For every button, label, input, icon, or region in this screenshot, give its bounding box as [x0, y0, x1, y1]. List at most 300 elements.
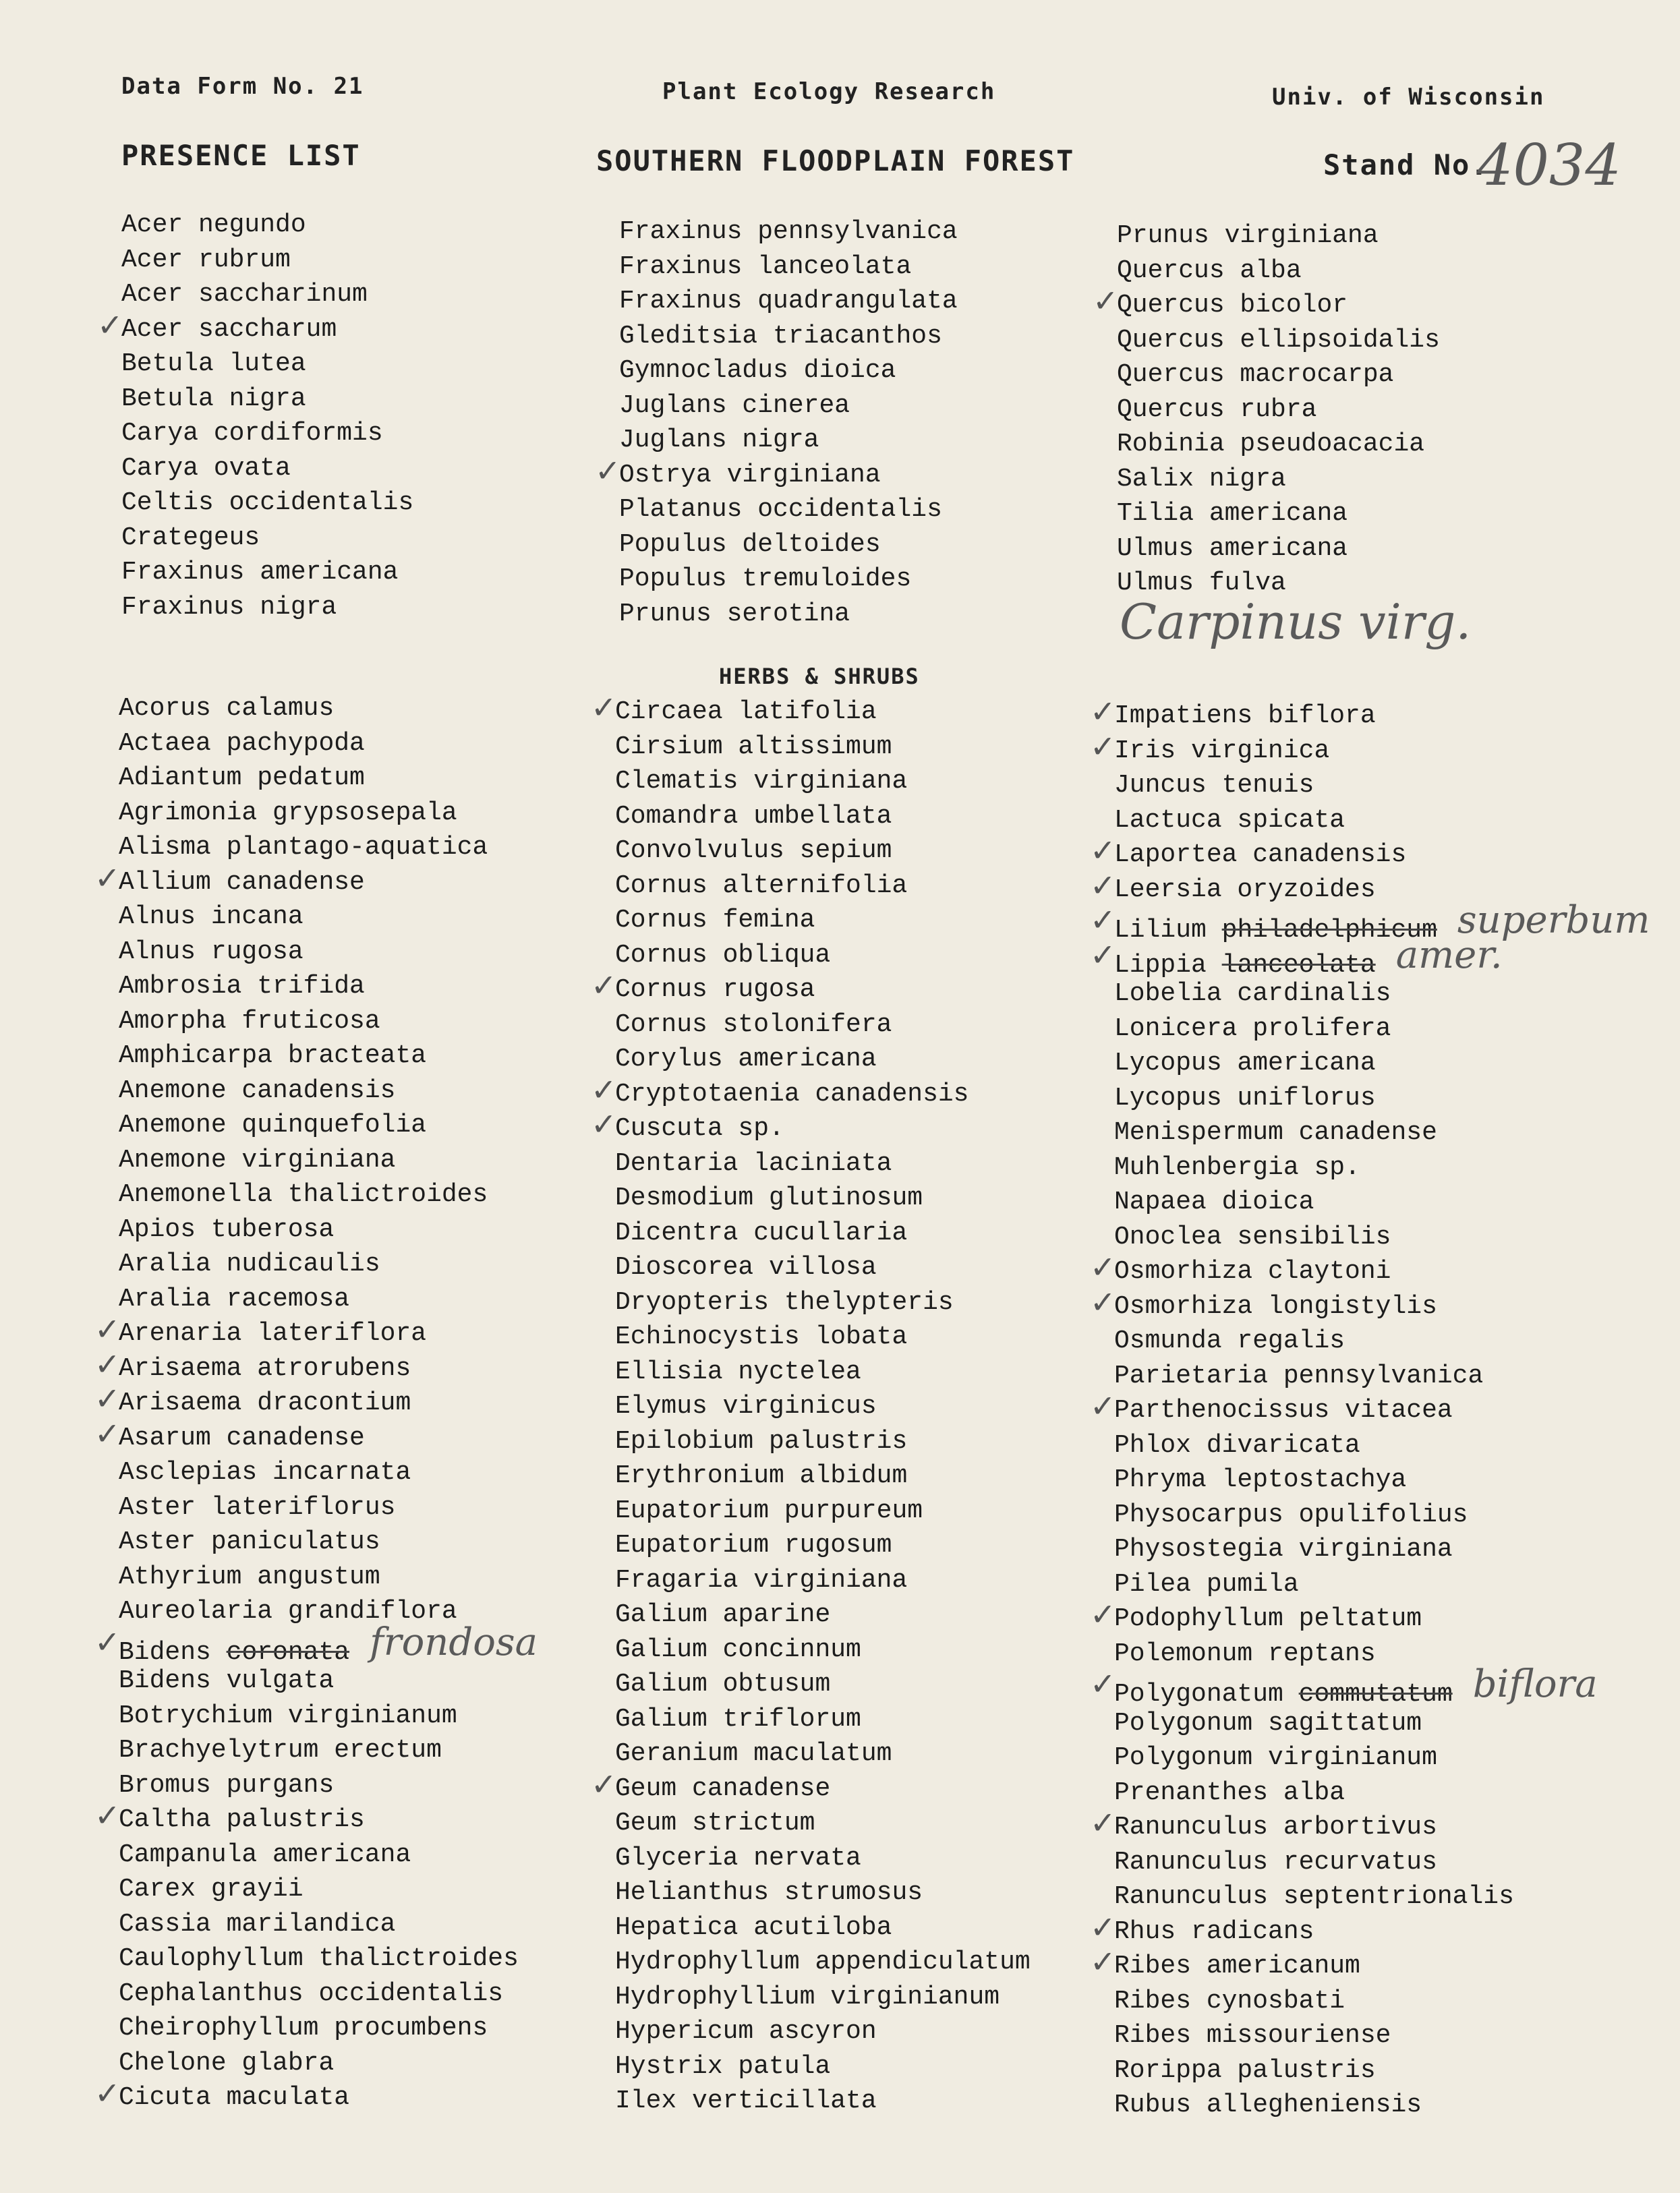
species-name: Polygonum sagittatum	[1114, 1708, 1422, 1738]
species-row	[615, 2084, 1031, 2119]
species-row	[1114, 1115, 1650, 1150]
species-row	[1093, 283, 1440, 323]
check-mark-icon: ✓	[591, 1071, 617, 1108]
species-name: Arisaema dracontium	[119, 1388, 411, 1417]
species-name: Phryma leptostachya	[1114, 1465, 1407, 1494]
species-row	[615, 1702, 1031, 1737]
species-row	[615, 2014, 1031, 2049]
check-mark-icon: ✓	[1090, 867, 1116, 904]
species-name: Desmodium glutinosum	[615, 1183, 923, 1212]
species-name: Cornus alternifolia	[615, 871, 908, 900]
species-name: Ranunculus arbortivus	[1114, 1813, 1437, 1842]
species-name: Cornus femina	[615, 906, 815, 935]
species-row	[1114, 768, 1650, 803]
species-row	[1114, 1359, 1650, 1394]
species-row	[119, 761, 538, 796]
species-name: Fraxinus nigra	[121, 592, 337, 622]
species-name: Polygonum virginianum	[1114, 1743, 1437, 1772]
species-row	[615, 1494, 1031, 1529]
species-row	[121, 451, 413, 486]
species-name: Dryopteris thelypteris	[615, 1287, 954, 1317]
species-row	[1114, 1776, 1650, 1811]
species-row	[619, 423, 958, 458]
species-row	[615, 1736, 1031, 1772]
species-name: Ranunculus recurvatus	[1114, 1847, 1437, 1877]
species-name: Acorus calamus	[119, 694, 335, 723]
species-row	[1117, 357, 1440, 392]
species-name: Anemone quinquefolia	[119, 1111, 427, 1140]
species-name: Amorpha fruticosa	[119, 1006, 380, 1036]
herbs-column-3	[1090, 693, 1650, 2123]
species-name: Cryptotaenia canadensis	[615, 1079, 969, 1109]
species-row	[615, 1424, 1031, 1459]
species-name: Lonicera prolifera	[1114, 1014, 1391, 1043]
species-row	[1117, 254, 1440, 289]
handwritten-correction: superbum	[1457, 898, 1650, 942]
species-name: Clematis virginiana	[615, 767, 908, 796]
species-row	[615, 1875, 1031, 1910]
handwritten-correction: amer.	[1395, 933, 1503, 977]
species-row	[615, 1563, 1031, 1598]
species-name: Leersia oryzoides	[1114, 875, 1376, 904]
species-row	[615, 938, 1031, 973]
species-row	[615, 1598, 1031, 1633]
species-name: Anemonella thalictroides	[119, 1180, 488, 1209]
species-name: Prunus virginiana	[1117, 221, 1379, 250]
species-row	[591, 967, 1031, 1007]
species-name: Alnus incana	[119, 902, 303, 931]
species-row	[1090, 693, 1650, 734]
trees-column-3	[1093, 218, 1440, 601]
species-row	[615, 1285, 1031, 1320]
form-number: Data Form No. 21	[121, 73, 364, 100]
species-row	[615, 1216, 1031, 1251]
species-name: Anemone virginiana	[119, 1145, 396, 1175]
species-name: Ellisia nyctelea	[615, 1357, 861, 1386]
species-row	[119, 1525, 538, 1560]
species-row	[119, 830, 538, 865]
check-mark-icon: ✓	[1090, 1805, 1116, 1841]
species-row	[619, 562, 958, 597]
herbs-column-2	[591, 689, 1031, 2119]
handwritten-correction: biflora	[1472, 1662, 1598, 1706]
species-row	[1114, 1324, 1650, 1359]
species-row	[119, 726, 538, 761]
species-name: Brachyelytrum erectum	[119, 1736, 442, 1765]
species-name: Fraxinus pennsylvanica	[619, 217, 958, 246]
species-name: Anemone canadensis	[119, 1076, 396, 1105]
species-row	[619, 284, 958, 319]
species-name: Aralia nudicaulis	[119, 1250, 380, 1279]
species-name: Apios tuberosa	[119, 1215, 335, 1244]
species-row	[615, 1633, 1031, 1668]
species-row	[94, 1415, 538, 1456]
species-name: Populus tremuloides	[619, 564, 912, 593]
species-row	[615, 730, 1031, 765]
species-name: Geranium maculatum	[615, 1739, 892, 1768]
species-name: Acer rubrum	[121, 245, 291, 274]
species-row	[619, 250, 958, 285]
species-name: Aureolaria grandiflora	[119, 1597, 457, 1626]
species-name: Populus deltoides	[619, 529, 881, 559]
species-row	[1114, 2088, 1650, 2123]
species-name: Ribes cynosbati	[1114, 1986, 1345, 2016]
struck-epithet: commutatum	[1298, 1680, 1453, 1709]
species-name: Bidens	[119, 1637, 211, 1667]
species-row	[119, 796, 538, 831]
species-name: Chelone glabra	[119, 2048, 335, 2078]
species-row	[615, 834, 1031, 869]
species-row	[94, 859, 538, 900]
species-name: Ambrosia trifida	[119, 972, 365, 1001]
species-name: Allium canadense	[119, 867, 365, 897]
species-row	[1090, 728, 1650, 769]
species-name: Lilium	[1114, 916, 1207, 945]
species-name: Crategeus	[121, 523, 260, 552]
species-name: Cornus rugosa	[615, 975, 815, 1004]
species-row	[121, 277, 413, 312]
check-mark-icon: ✓	[97, 306, 123, 343]
species-name: Campanula americana	[119, 1840, 411, 1869]
species-row	[1114, 1185, 1650, 1220]
species-row	[615, 2049, 1031, 2084]
species-name: Geum strictum	[615, 1809, 815, 1838]
species-name: Hydrophyllum appendiculatum	[615, 1948, 1031, 1977]
species-name: Quercus alba	[1117, 256, 1302, 285]
species-name: Cicuta maculata	[119, 2083, 350, 2112]
species-row	[1090, 898, 1650, 945]
species-row	[1090, 1805, 1650, 1845]
species-row	[1114, 2018, 1650, 2053]
species-name: Cirsium altissimum	[615, 732, 892, 761]
species-name: Parthenocissus vitacea	[1114, 1396, 1453, 1425]
species-name: Arenaria lateriflora	[119, 1319, 427, 1348]
species-name: Eupatorium purpureum	[615, 1496, 923, 1525]
species-name: Parietaria pennsylvanica	[1114, 1361, 1484, 1391]
species-row	[1114, 1463, 1650, 1498]
species-name: Dicentra cucullaria	[615, 1218, 908, 1248]
species-row	[94, 1311, 538, 1351]
struck-epithet: lanceolata	[1221, 950, 1376, 980]
species-name: Robinia pseudoacacia	[1117, 430, 1425, 459]
species-row	[119, 1768, 538, 1803]
species-name: Dentaria laciniata	[615, 1148, 892, 1178]
species-name: Muhlenbergia sp.	[1114, 1152, 1360, 1182]
species-name: Rorippa palustris	[1114, 2055, 1376, 2085]
species-name: Carya ovata	[121, 453, 291, 483]
species-row	[119, 1212, 538, 1248]
species-row	[1114, 803, 1650, 838]
species-name: Onoclea sensibilis	[1114, 1222, 1391, 1252]
species-name: Gleditsia triacanthos	[619, 321, 942, 351]
species-row	[94, 2075, 538, 2115]
species-row	[615, 1250, 1031, 1285]
species-name: Cassia marilandica	[119, 1909, 396, 1939]
check-mark-icon: ✓	[94, 1345, 121, 1382]
species-name: Cuscuta sp.	[615, 1114, 784, 1143]
species-row	[119, 969, 538, 1004]
species-row	[1114, 1879, 1650, 1914]
species-name: Lycopus americana	[1114, 1049, 1376, 1078]
species-name: Convolvulus sepium	[615, 836, 892, 865]
species-row	[1114, 1845, 1650, 1880]
species-row	[615, 1355, 1031, 1390]
species-name: Carex grayii	[119, 1875, 303, 1904]
species-name: Polemonum reptans	[1114, 1639, 1376, 1668]
species-row	[615, 903, 1031, 938]
species-name: Osmunda regalis	[1114, 1326, 1345, 1355]
species-name: Rubus allegheniensis	[1114, 2090, 1422, 2119]
species-name: Physocarpus opulifolius	[1114, 1500, 1468, 1529]
species-name: Botrychium virginianum	[119, 1701, 457, 1730]
species-row	[591, 689, 1031, 730]
species-row	[615, 1980, 1031, 2015]
species-row	[121, 243, 413, 278]
species-row	[615, 1146, 1031, 1181]
species-name: Acer saccharinum	[121, 280, 368, 309]
species-name: Gymnocladus dioica	[619, 356, 896, 385]
species-name: Arisaema atrorubens	[119, 1353, 411, 1383]
species-row	[1117, 323, 1440, 358]
species-name: Echinocystis lobata	[615, 1322, 908, 1351]
species-row	[1114, 1741, 1650, 1776]
check-mark-icon: ✓	[94, 1311, 121, 1347]
species-name: Aster paniculatus	[119, 1527, 380, 1556]
species-row	[119, 1282, 538, 1317]
species-name: Fraxinus lanceolata	[619, 252, 912, 281]
species-name: Salix nigra	[1117, 464, 1286, 494]
species-row	[615, 1667, 1031, 1702]
species-row	[121, 555, 413, 590]
check-mark-icon: ✓	[1090, 1908, 1116, 1946]
species-name: Physostegia virginiana	[1114, 1535, 1453, 1564]
species-name: Laportea canadensis	[1114, 840, 1407, 869]
species-row	[119, 1177, 538, 1212]
species-row	[119, 1733, 538, 1768]
species-row	[1114, 1706, 1650, 1741]
check-mark-icon: ✓	[94, 859, 121, 896]
species-name: Quercus rubra	[1117, 394, 1317, 424]
check-mark-icon: ✓	[1090, 1666, 1116, 1702]
species-name: Lobelia cardinalis	[1114, 979, 1391, 1008]
species-row	[119, 2046, 538, 2081]
species-name: Quercus macrocarpa	[1117, 360, 1394, 389]
handwritten-addition: Carpinus virg.	[1120, 593, 1472, 650]
species-name: Amphicarpa bracteata	[119, 1041, 427, 1070]
species-name: Hydrophyllium virginianum	[615, 1982, 1000, 2012]
species-name: Fraxinus quadrangulata	[619, 287, 958, 316]
species-row	[1114, 2053, 1650, 2088]
species-name: Alisma plantago-aquatica	[119, 833, 488, 862]
species-name: Bromus purgans	[119, 1770, 335, 1800]
species-name: Ribes missouriense	[1114, 2021, 1391, 2050]
check-mark-icon: ✓	[94, 1415, 121, 1452]
species-name: Phlox divaricata	[1114, 1430, 1360, 1460]
species-row	[591, 1071, 1031, 1112]
species-name: Juglans cinerea	[619, 390, 850, 420]
species-row	[94, 1380, 538, 1421]
species-name: Galium concinnum	[615, 1635, 861, 1664]
species-row	[121, 347, 413, 382]
species-name: Eupatorium rugosum	[615, 1531, 892, 1560]
species-row	[1090, 1388, 1650, 1428]
species-row	[119, 1941, 538, 1977]
species-row	[1090, 1908, 1650, 1950]
species-name: Ulmus fulva	[1117, 568, 1286, 597]
species-row	[119, 1039, 538, 1074]
species-row	[119, 1143, 538, 1178]
species-name: Hystrix patula	[615, 2051, 831, 2081]
handwritten-correction: frondosa	[370, 1620, 538, 1664]
species-name: Corylus americana	[615, 1045, 877, 1074]
species-row	[619, 319, 958, 354]
species-name: Acer saccharum	[121, 314, 337, 344]
species-name: Cornus stolonifera	[615, 1010, 892, 1039]
check-mark-icon: ✓	[94, 1797, 121, 1834]
species-name: Quercus ellipsoidalis	[1117, 325, 1440, 355]
forest-title: SOUTHERN FLOODPLAIN FOREST	[596, 144, 1075, 177]
species-name: Comandra umbellata	[615, 801, 892, 831]
stand-label: Stand No.	[1323, 148, 1489, 181]
species-row	[121, 416, 413, 451]
species-name: Asarum canadense	[119, 1423, 365, 1453]
species-row	[619, 527, 958, 562]
species-name: Betula lutea	[121, 349, 306, 378]
species-name: Aster lateriflorus	[119, 1492, 396, 1522]
struck-epithet: coronata	[226, 1637, 350, 1667]
species-name: Pilea pumila	[1114, 1569, 1299, 1599]
species-row	[119, 1838, 538, 1873]
check-mark-icon: ✓	[591, 967, 617, 1003]
check-mark-icon: ✓	[1090, 693, 1116, 730]
species-row	[615, 869, 1031, 904]
species-row	[1114, 1012, 1650, 1047]
species-name: Ribes americanum	[1114, 1952, 1360, 1981]
species-name: Asclepias incarnata	[119, 1458, 411, 1487]
species-name: Actaea pachypoda	[119, 728, 365, 758]
species-name: Cheirophyllum procumbens	[119, 2014, 488, 2043]
species-name: Tilia americana	[1117, 499, 1348, 528]
species-name: Elymus virginicus	[615, 1392, 877, 1421]
species-name: Impatiens biflora	[1114, 701, 1376, 730]
species-name: Lippia	[1114, 950, 1207, 980]
check-mark-icon: ✓	[1090, 832, 1116, 869]
check-mark-icon: ✓	[1090, 1943, 1116, 1980]
herbs-heading: HERBS & SHRUBS	[719, 664, 920, 689]
species-name: Fraxinus americana	[121, 558, 399, 587]
species-name: Ranunculus septentrionalis	[1114, 1882, 1514, 1911]
check-mark-icon: ✓	[595, 452, 621, 489]
check-mark-icon: ✓	[94, 1623, 121, 1660]
check-mark-icon: ✓	[1090, 1283, 1116, 1320]
species-row	[119, 1560, 538, 1595]
species-row	[591, 1106, 1031, 1146]
check-mark-icon: ✓	[1090, 1249, 1116, 1285]
species-row	[615, 1181, 1031, 1216]
species-row	[1117, 496, 1440, 531]
check-mark-icon: ✓	[1090, 728, 1116, 765]
species-row	[1117, 427, 1440, 462]
species-row	[97, 306, 413, 347]
species-row	[94, 1345, 538, 1386]
species-name: Ulmus americana	[1117, 533, 1348, 563]
species-name: Napaea dioica	[1114, 1188, 1314, 1217]
species-row	[119, 1004, 538, 1039]
species-row	[619, 388, 958, 423]
species-row	[1114, 1081, 1650, 1116]
species-row	[119, 1872, 538, 1907]
species-row	[1090, 1249, 1650, 1289]
species-row	[1114, 1984, 1650, 2019]
species-row	[619, 492, 958, 527]
species-row	[615, 1320, 1031, 1355]
species-name: Prenanthes alba	[1114, 1778, 1345, 1807]
check-mark-icon: ✓	[1093, 283, 1119, 319]
university: Univ. of Wisconsin	[1272, 84, 1545, 111]
check-mark-icon: ✓	[94, 1380, 121, 1417]
species-name: Circaea latifolia	[615, 697, 877, 726]
species-name: Menispermum canadense	[1114, 1118, 1437, 1147]
species-name: Quercus bicolor	[1117, 291, 1348, 320]
species-name: Polygonatum	[1114, 1680, 1283, 1709]
list-title: PRESENCE LIST	[121, 139, 361, 172]
species-row	[615, 1459, 1031, 1494]
check-mark-icon: ✓	[591, 1765, 617, 1803]
species-name: Caltha palustris	[119, 1805, 365, 1834]
species-row	[619, 353, 958, 388]
species-name: Galium aparine	[615, 1600, 831, 1629]
species-name: Athyrium angustum	[119, 1562, 380, 1591]
species-name: Juncus tenuis	[1114, 771, 1314, 800]
species-name: Iris virginica	[1114, 736, 1330, 765]
species-name: Ostrya virginiana	[619, 460, 881, 490]
species-name: Cornus obliqua	[615, 940, 831, 970]
species-row	[121, 382, 413, 417]
species-name: Osmorhiza longistylis	[1114, 1291, 1437, 1321]
species-row	[615, 799, 1031, 834]
species-row	[615, 1007, 1031, 1043]
species-row	[119, 1108, 538, 1143]
species-row	[615, 1042, 1031, 1077]
species-row	[121, 486, 413, 521]
herbs-column-1	[94, 691, 538, 2115]
struck-epithet: philadelphicum	[1221, 916, 1437, 945]
species-row	[119, 1490, 538, 1525]
check-mark-icon: ✓	[1090, 936, 1116, 973]
species-name: Carya cordiformis	[121, 419, 383, 448]
check-mark-icon: ✓	[591, 1106, 617, 1142]
species-name: Galium triflorum	[615, 1704, 861, 1734]
check-mark-icon: ✓	[1090, 902, 1116, 938]
species-row	[1090, 1943, 1650, 1984]
species-name: Galium obtusum	[615, 1670, 831, 1699]
species-row	[595, 452, 958, 493]
species-row	[1117, 531, 1440, 566]
species-row	[1114, 1567, 1650, 1602]
species-row	[119, 691, 538, 726]
species-row	[619, 214, 958, 250]
species-row	[1117, 218, 1440, 254]
species-row	[119, 1977, 538, 2012]
species-name: Epilobium palustris	[615, 1426, 908, 1456]
species-row	[615, 1389, 1031, 1424]
check-mark-icon: ✓	[591, 689, 617, 726]
organization: Plant Ecology Research	[662, 78, 996, 105]
species-name: Agrimonia grypsosepala	[119, 798, 457, 827]
species-row	[119, 1455, 538, 1490]
species-name: Osmorhiza claytoni	[1114, 1257, 1391, 1286]
species-name: Hypericum ascyron	[615, 2017, 877, 2046]
